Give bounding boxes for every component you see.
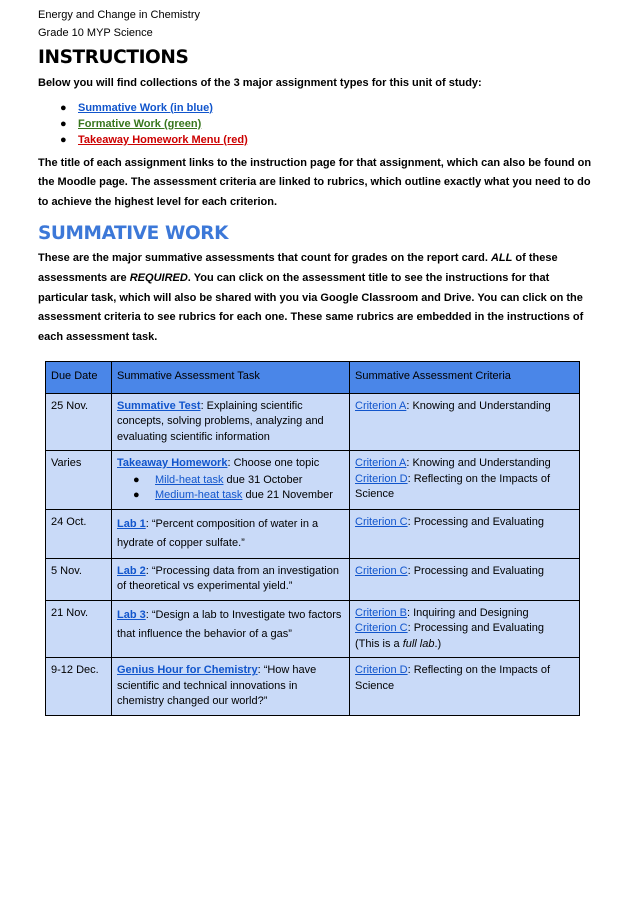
task-description: : “Processing data from an investigation of theoretical vs experimental yield.” xyxy=(117,564,339,592)
summative-assessment-table xyxy=(45,361,580,716)
document-page xyxy=(38,6,592,347)
criteria-cell xyxy=(350,509,580,558)
unit-title: Energy and Change in Chemistry xyxy=(38,9,201,21)
summative-work-heading: SUMMATIVE WORK xyxy=(38,223,229,245)
note-text: .) xyxy=(434,637,442,650)
note-emphasis: full lab xyxy=(402,637,435,650)
criterion-description: : Processing and Evaluating xyxy=(407,564,544,577)
criterion-link[interactable]: Criterion D xyxy=(355,472,408,485)
table-row xyxy=(46,558,580,600)
table-row xyxy=(46,600,580,658)
criterion-description: : Processing and Evaluating xyxy=(407,515,544,528)
summative-paragraph xyxy=(38,249,592,347)
table-row xyxy=(46,658,580,716)
summative-text-2: of these assessments are xyxy=(38,252,558,284)
grade-label: Grade 10 MYP Science xyxy=(38,27,153,39)
list-item xyxy=(117,488,345,504)
task-link[interactable]: Summative Test xyxy=(117,399,201,412)
criteria-cell xyxy=(350,558,580,600)
task-due: due 31 October xyxy=(223,473,303,486)
instructions-paragraph: The title of each assignment links to the instruction page for that assignment, which can also be found on the Moodle page. The assessment criteria are linked to rubrics, which outline exactly what you need to do to achieve the highest level for each criterion. xyxy=(38,156,592,208)
bullet-icon: ● xyxy=(60,117,67,130)
mild-heat-task-link[interactable]: Mild-heat task xyxy=(155,473,224,486)
legend-item-takeaway xyxy=(60,132,592,148)
task-due: due 21 November xyxy=(242,489,333,501)
due-date-cell: 25 Nov. xyxy=(46,393,112,451)
bullet-icon: ● xyxy=(133,489,140,501)
task-cell xyxy=(112,451,350,510)
col-criteria: Summative Assessment Criteria xyxy=(350,362,580,394)
criterion-link[interactable]: Criterion A xyxy=(355,457,407,469)
task-description: : “How have scientific and technical innovations in chemistry changed our world?” xyxy=(117,664,317,707)
task-link[interactable]: Lab 1 xyxy=(117,517,146,530)
takeaway-menu-link[interactable]: Takeaway Homework Menu (red) xyxy=(78,133,248,146)
task-description: : “Design a lab to Investigate two factors that influence the behavior of a gas” xyxy=(117,608,342,640)
criterion-description: : Knowing and Understanding xyxy=(406,399,551,412)
criterion-link[interactable]: Criterion A xyxy=(355,399,407,412)
table-row xyxy=(46,509,580,558)
legend-item-summative xyxy=(60,100,592,116)
criterion-link[interactable]: Criterion C xyxy=(355,515,408,528)
task-cell xyxy=(112,509,350,558)
criterion-link[interactable]: Criterion C xyxy=(355,622,408,634)
criterion-description: : Reflecting on the Impacts of Science xyxy=(355,472,551,500)
table-header-row xyxy=(46,362,580,394)
criterion-description: : Processing and Evaluating xyxy=(407,622,544,634)
task-cell xyxy=(112,393,350,451)
criteria-cell xyxy=(350,393,580,451)
col-task: Summative Assessment Task xyxy=(112,362,350,394)
task-link[interactable]: Lab 2 xyxy=(117,564,146,577)
note-text: (This is a xyxy=(355,637,403,650)
criterion-link[interactable]: Criterion C xyxy=(355,564,408,577)
criteria-cell xyxy=(350,451,580,510)
due-date-cell: 9-12 Dec. xyxy=(46,658,112,716)
table-row xyxy=(46,451,580,510)
bullet-icon: ● xyxy=(60,133,67,146)
summative-text-3: . You can click on the assessment title to see the instructions for that particular task, which will also be shared with you via Google Classroom and Drive. You can click on the assessment criteria to see rubrics for each one. These same rubrics are embedded in the instructions of each assessment task. xyxy=(38,271,584,343)
due-date-cell: Varies xyxy=(46,451,112,510)
summative-text-required: REQUIRED xyxy=(129,271,188,284)
table-row xyxy=(46,393,580,451)
instructions-heading: INSTRUCTIONS xyxy=(38,47,189,68)
assignment-type-list xyxy=(38,100,592,148)
due-date-cell: 5 Nov. xyxy=(46,558,112,600)
due-date-cell: 21 Nov. xyxy=(46,600,112,658)
due-date-cell: 24 Oct. xyxy=(46,509,112,558)
task-link[interactable]: Genius Hour for Chemistry xyxy=(117,664,258,676)
criterion-link[interactable]: Criterion B xyxy=(355,606,407,619)
task-cell xyxy=(112,600,350,658)
task-description: : Choose one topic xyxy=(227,457,320,469)
col-due-date: Due Date xyxy=(46,362,112,394)
formative-work-link[interactable]: Formative Work (green) xyxy=(78,117,202,130)
bullet-icon: ● xyxy=(60,101,67,114)
bullet-icon: ● xyxy=(133,473,140,486)
criteria-cell xyxy=(350,658,580,716)
legend-item-formative xyxy=(60,116,592,132)
task-link[interactable]: Takeaway Homework xyxy=(117,457,228,469)
task-cell xyxy=(112,658,350,716)
criterion-description: : Inquiring and Designing xyxy=(406,606,529,619)
list-item xyxy=(117,473,345,489)
summative-text-all: ALL xyxy=(490,252,513,265)
criterion-description: : Knowing and Understanding xyxy=(406,457,551,469)
task-link[interactable]: Lab 3 xyxy=(117,608,146,621)
criterion-link[interactable]: Criterion D xyxy=(355,664,408,676)
lab-note xyxy=(355,637,575,653)
task-cell xyxy=(112,558,350,600)
summative-text-1: These are the major summative assessments that count for grades on the report card. xyxy=(38,252,491,265)
task-description: : Explaining scientific concepts, solving problems, analyzing and evaluating scientific information xyxy=(117,399,324,443)
task-description: : “Percent composition of water in a hydrate of copper sulfate.” xyxy=(117,517,319,549)
medium-heat-task-link[interactable]: Medium-heat task xyxy=(155,489,243,501)
criteria-cell xyxy=(350,600,580,658)
instructions-intro: Below you will find collections of the 3 major assignment types for this unit of study: xyxy=(38,77,482,89)
criterion-description: : Reflecting on the Impacts of Science xyxy=(355,664,551,692)
takeaway-task-list xyxy=(117,473,345,504)
summative-work-link[interactable]: Summative Work (in blue) xyxy=(78,101,213,114)
